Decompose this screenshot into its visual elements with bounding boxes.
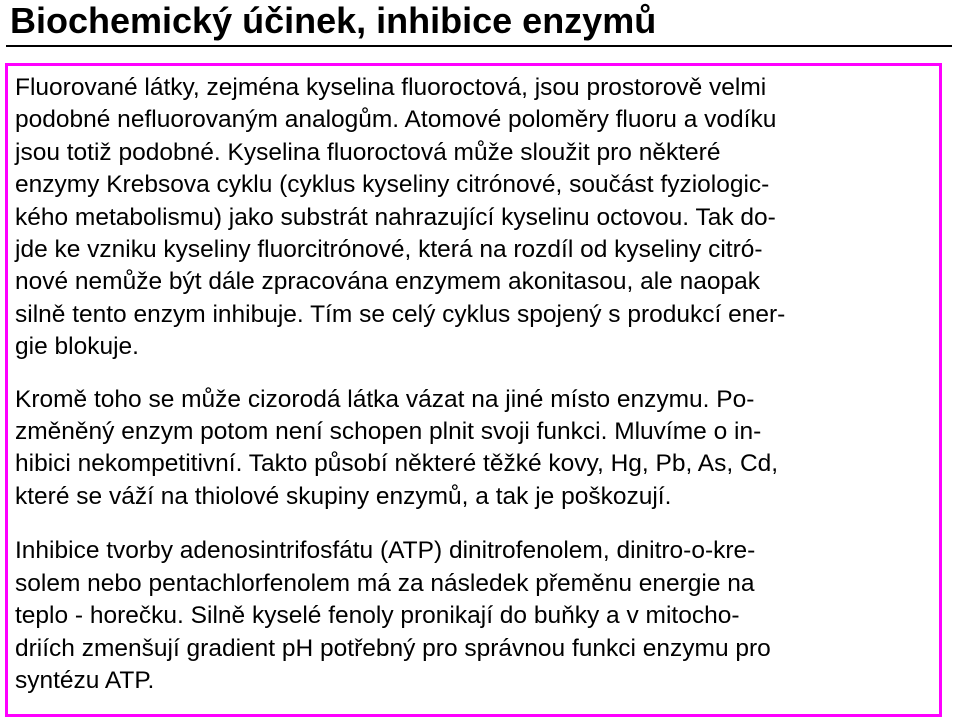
- text-line: Inhibice tvorby adenosintrifosfátu (ATP) dinitrofenolem, dinitro-o-kre-: [15, 537, 756, 565]
- text-line: solem nebo pentachlorfenolem má za následek přeměnu energie na: [15, 569, 755, 597]
- text-line: podobné nefluorovaným analogům. Atomové poloměry fluoru a vodíku: [15, 106, 777, 134]
- text-line: nové nemůže být dále zpracována enzymem akonitasou, ale naopak: [15, 268, 760, 296]
- text-line: kého metabolismu) jako substrát nahrazující kyselinu octovou. Tak do-: [15, 203, 776, 231]
- text-line: enzymy Krebsova cyklu (cyklus kyseliny citrónové, součást fyziologic-: [15, 171, 770, 199]
- text-line: změněný enzym potom není schopen plnit svoji funkci. Mluvíme o in-: [15, 418, 762, 446]
- text-line: gie blokuje.: [15, 333, 139, 361]
- text-line: Fluorované látky, zejména kyselina fluoroctová, jsou prostorově velmi: [15, 74, 767, 101]
- title-divider: [6, 45, 952, 47]
- text-line: Kromě toho se může cizorodá látka vázat na jiné místo enzymu. Po-: [15, 385, 755, 413]
- text-line: jde ke vzniku kyseliny fluorcitrónové, která na rozdíl od kyseliny citró-: [15, 236, 763, 264]
- text-line: silně tento enzym inhibuje. Tím se celý cyklus spojený s produkcí ener-: [15, 300, 786, 328]
- content-box: [5, 63, 942, 717]
- text-line: teplo - horečku. Silně kyselé fenoly pronikají do buňky a v mitocho-: [15, 602, 740, 630]
- text-line: driích zmenšují gradient pH potřebný pro správnou funkci enzymu pro: [15, 634, 771, 662]
- text-line: jsou totiž podobné. Kyselina fluoroctová může sloužit pro některé: [15, 138, 721, 166]
- text-line: syntézu ATP.: [15, 666, 155, 694]
- page-title: Biochemický účinek, inhibice enzymů: [10, 0, 657, 41]
- paragraph-noncompetitive-inhibition: [15, 384, 939, 514]
- text-line: hibici nekompetitivní. Takto působí některé těžké kovy, Hg, Pb, As, Cd,: [15, 450, 779, 478]
- paragraph-fluoroacetate: [15, 72, 939, 364]
- text-line: které se váží na thiolové skupiny enzymů, a tak je poškozují.: [15, 482, 672, 510]
- paragraph-atp-inhibition: [15, 535, 939, 697]
